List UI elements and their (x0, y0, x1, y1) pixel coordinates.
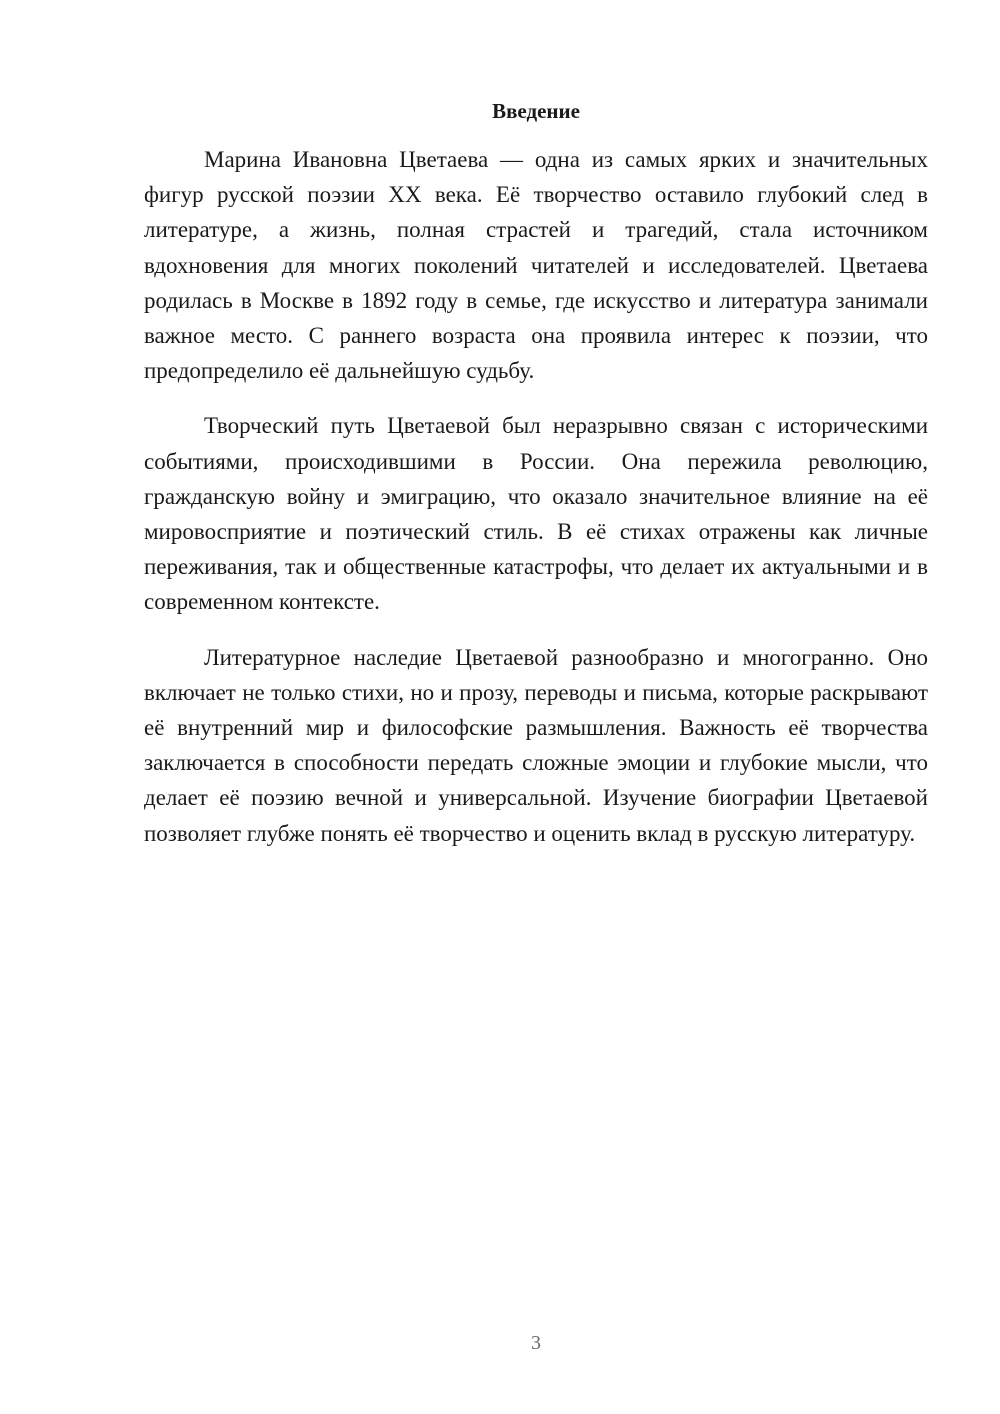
paragraph-3: Литературное наследие Цветаевой разнообразно и многогранно. Оно включает не только стихи, но и прозу, переводы и письма, которые раскрывают её внутренний мир и философские размышления. Важность её творчества заключается в способности передать сложные эмоции и глубокие мысли, что делает её поэзию вечной и универсальной. Изучение биографии Цветаевой позволяет глубже понять её творчество и оценить вклад в русскую литературу. (144, 644, 928, 846)
paragraph-2: Творческий путь Цветаевой был неразрывно связан с историческими событиями, происходившими в России. Она пережила революцию, гражданскую войну и эмиграцию, что оказало значительное влияние на её мировосприятие и поэтический стиль. В её стихах отражены как личные переживания, так и общественные катастрофы, что делает их актуальными и в современном контексте. (144, 413, 928, 615)
page-number: 3 (531, 1332, 541, 1354)
paragraph-1: Марина Ивановна Цветаева — одна из самых ярких и значительных фигур русской поэзии XX века. Её творчество оставило глубокий след в литературе, а жизнь, полная страстей и трагедий, стала источником вдохновения для многих поколений читателей и исследователей. Цветаева родилась в Москве в 1892 году в семье, где искусство и литература занимали важное место. С раннего возраста она проявила интерес к поэзии, что предопределило её дальнейшую судьбу. (144, 147, 928, 384)
body-text (144, 142, 928, 871)
section-heading: Введение (492, 99, 580, 123)
